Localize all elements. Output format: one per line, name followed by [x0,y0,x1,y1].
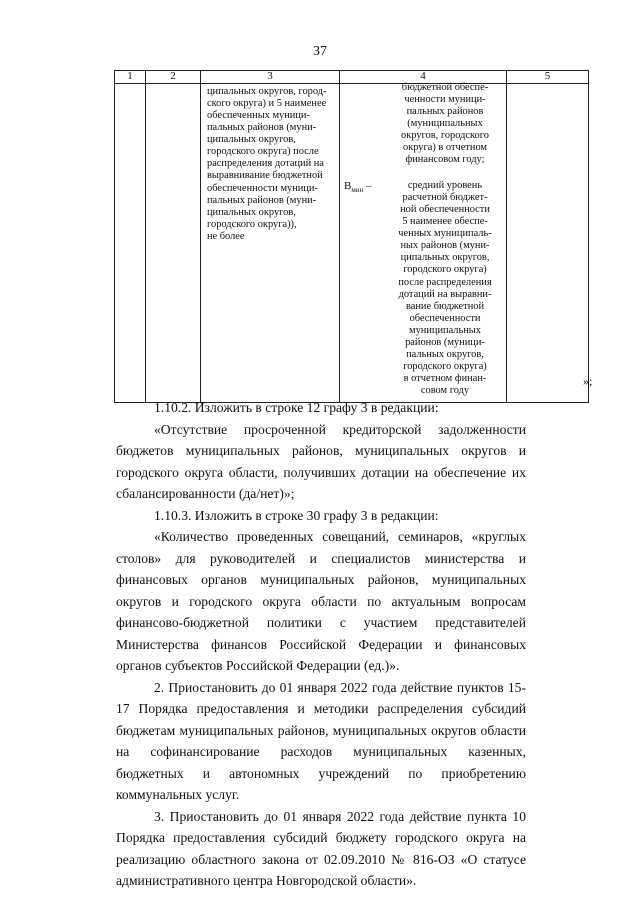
text-line: пальных округов, [406,348,484,360]
text-line: ципальных округов, [400,252,490,264]
text-line: ского округа) и 5 наименее [207,98,327,110]
text-line: 5 наименее обеспе- [402,216,488,228]
text-line: обеспеченности муници- [207,182,318,194]
continuation-table [114,70,589,403]
text-line: ченных муниципаль- [398,228,492,240]
text-line: дотаций на выравни- [398,288,492,300]
text-line: совом году [420,385,470,397]
text-line: округов, городского [401,130,489,142]
text-line: ципальных округов, [207,206,296,218]
text-line: обеспеченности [409,312,481,324]
table-cell-col4 [340,84,507,403]
body-text [116,397,526,892]
symbol-letter: B [344,180,352,192]
page-number: 37 [313,44,327,59]
text-line: не более [207,230,245,242]
text-line: городского округа) после [207,146,319,158]
paragraph-2: 2. Приостановить до 01 января 2022 года действие пунктов 15-17 Порядка предоставления и методики распределения субсидий бюджетам муниципальных районов, муниципальных округов области на софинансирование расходов муниципальных казенных, бюджетных и автономных учреждений по приобретению коммунальных услуг. [116,679,526,802]
table-header-cell: 4 [340,71,507,84]
symbol-subscript: мин [351,186,364,195]
text-line: городского округа) [403,360,487,372]
closing-quote: »; [583,374,593,388]
text-line: выравнивание бюджетной [207,170,323,182]
text-line: пальных районов [406,106,484,118]
table-cell-col2 [146,84,201,403]
paragraph-3: 3. Приостановить до 01 января 2022 года действие пункта 10 Порядка предоставления субсидий бюджету городского округа на реализацию областного закона от 02.09.2010 № 816-ОЗ «О статусе административного центра Новгородской области». [116,808,526,888]
text-line: после распределения [398,276,492,288]
paragraph-1-10-2: 1.10.2. Изложить в строке 12 графу 3 в редакции: [154,400,439,415]
text-line: средний уровень [407,180,483,191]
table-header-cell: 3 [201,71,340,84]
table-cell-col1 [115,84,146,403]
text-line: бюджетной обеспе- [401,82,489,93]
text-line: пальных районов (муни- [207,194,317,206]
text-line: городского округа) [403,264,487,276]
paragraph-quote-row-30: «Количество проведенных совещаний, семинаров, «круглых столов» для руководителей и специалистов министерства и финансовых органов муниципальных районов, муниципальных округов и городского округа области по актуальным вопросам финансово-бюджетной политики с участием представителей Министерства финансов Российской Федерации и финансовых органов субъектов Российской Федерации (ед.)». [116,529,526,673]
table-cell-col5 [507,84,589,403]
text-line: ченности муници- [404,94,486,106]
text-line: пальных районов (муни- [207,122,317,134]
text-line: обеспеченных муници- [207,110,310,122]
text-line: ной обеспеченности [400,204,490,216]
text-line: муниципальных [409,324,481,336]
symbol-dash: – [366,180,372,192]
text-line: в отчетном финан- [403,373,487,384]
text-line: распределения дотаций на [207,158,324,170]
text-line: районов (муници- [405,336,485,348]
text-line: вание бюджетной [405,300,485,312]
bmin-symbol [344,180,372,194]
paragraph-quote-row-12: «Отсутствие просроченной кредиторской задолженности бюджетов муниципальных районов, муниципальных округов и городского округа области, получивших дотации на обеспечение их сбалансированности (да/нет)»; [116,421,526,501]
text-line: финансовом году; [405,154,485,166]
text-line: ных районов (муни- [400,240,490,252]
bmin-definition [386,180,504,397]
formula-variable-definition [386,82,504,166]
table-header-cell: 1 [115,71,146,84]
text-line: городского округа)), [207,218,297,230]
text-line: расчетной бюджет- [402,192,488,204]
paragraph-1-10-3: 1.10.3. Изложить в строке 30 графу 3 в редакции: [154,507,439,523]
table-header-row [115,71,589,84]
table-row [115,84,589,403]
table-header-cell: 2 [146,71,201,84]
text-line: ципальных округов, [207,134,296,146]
table-header-cell: 5 [507,71,589,84]
text-line: (муниципальных [407,118,483,130]
indicator-description [201,84,339,243]
text-line: округа) в отчетном [402,142,488,154]
text-line: ципальных округов, город- [207,86,327,97]
table-cell-col3 [201,84,340,403]
